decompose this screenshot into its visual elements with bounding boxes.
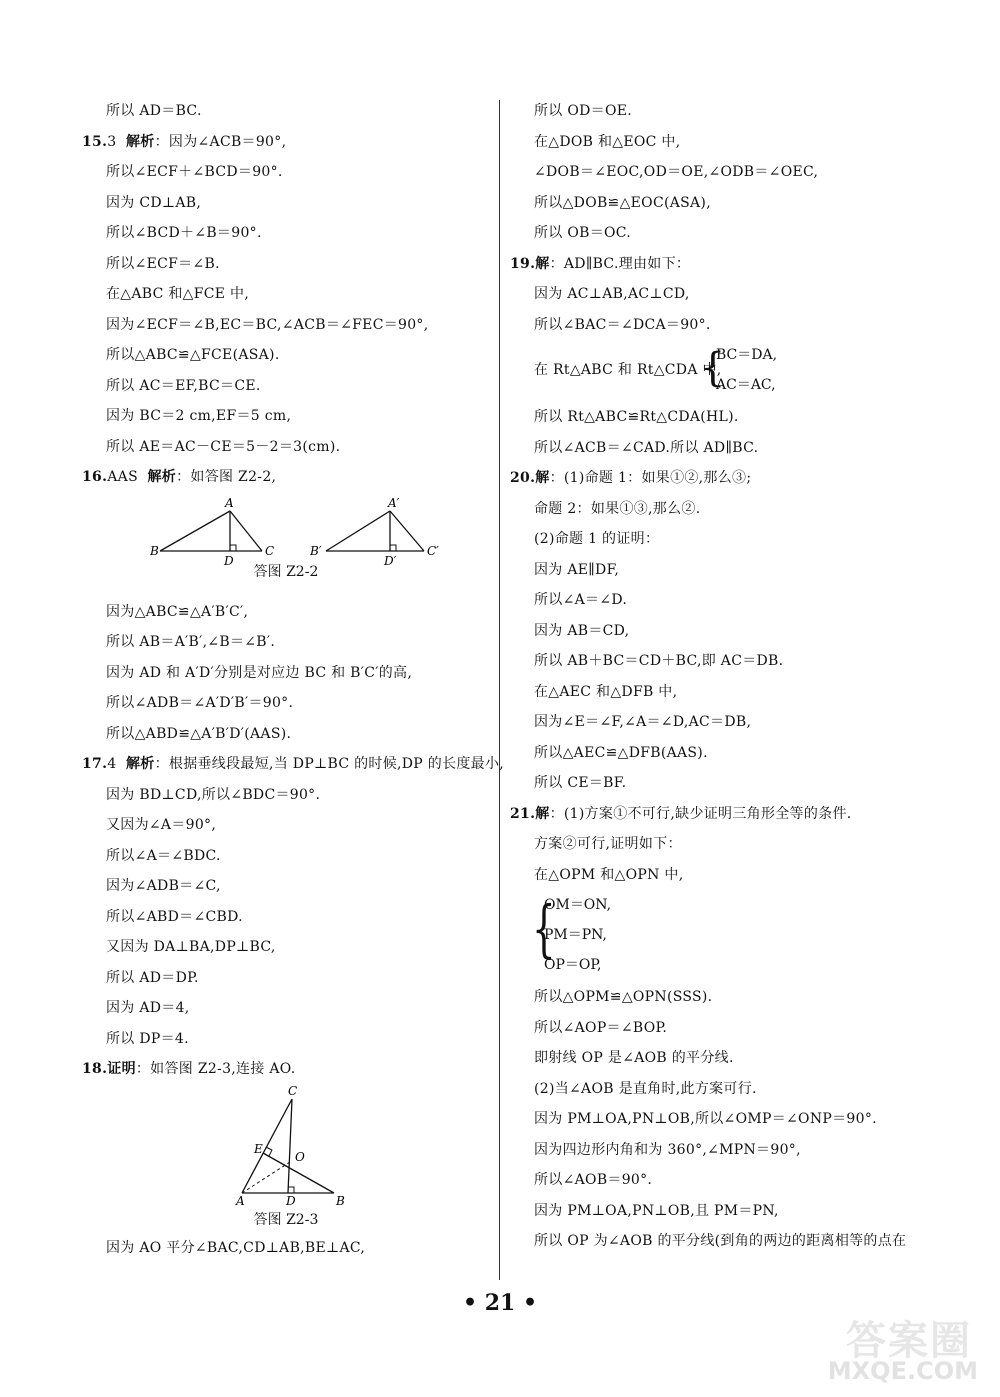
text-line: ：AD∥BC.理由如下： <box>549 255 691 272</box>
solution-keyword: 解 <box>535 470 550 486</box>
solution-keyword: 解 <box>535 255 550 272</box>
question-19-header <box>510 249 980 280</box>
question-20-header <box>510 463 980 494</box>
brace-icon: { <box>700 345 726 391</box>
answer: AAS <box>107 469 138 485</box>
text-line: ：(1)方案①不可行,缺少证明三角形全等的条件. <box>549 805 852 822</box>
text-line: 又因为 DA⊥BA,DP⊥BC, <box>106 939 276 955</box>
text-line: 所以∠ACB＝∠CAD.所以 AD∥BC. <box>534 439 759 456</box>
label-E: E <box>254 1141 263 1156</box>
triangle-diagram-2 <box>82 1085 490 1207</box>
question-number: 17. <box>82 756 108 772</box>
text-line: 因为∠E＝∠F,∠A＝∠D,AC＝DB, <box>534 714 752 730</box>
analysis-keyword: 解析 <box>126 133 155 150</box>
text-line: 所以 OD＝OE. <box>534 103 632 119</box>
label-D-prime: D′ <box>384 553 397 568</box>
text-line: 因为 PM⊥OA,PN⊥OB,且 PM＝PN, <box>534 1202 779 1219</box>
answer: 4 <box>107 756 117 772</box>
system-line: PM＝PN, <box>544 927 607 943</box>
solution-keyword: 解 <box>535 805 550 822</box>
text-line: 所以△AEC≌△DFB(AAS). <box>534 744 708 761</box>
question-18-header <box>82 1054 490 1085</box>
text-line: 命题 2：如果①③,那么②. <box>534 500 701 517</box>
watermark-logo <box>802 1307 982 1387</box>
text-line: 所以∠A＝∠D. <box>534 592 628 608</box>
text-line: 所以△OPM≌△OPN(SSS). <box>534 989 713 1005</box>
system-line: AC＝AC, <box>716 377 776 393</box>
text-line: ：根据垂线段最短,当 DP⊥BC 的时候,DP 的长度最小, <box>154 756 505 772</box>
text-line: 因为 AE∥DF, <box>534 561 620 578</box>
figure-caption: 答图 Z2-3 <box>253 1211 319 1228</box>
watermark-url: MXQE.COM <box>827 1357 978 1385</box>
label-A-prime: A′ <box>388 495 400 510</box>
text-line: 在△OPM 和△OPN 中, <box>534 866 684 883</box>
text-line: 所以△ABD≌△A′B′D′(AAS). <box>106 725 292 742</box>
text-line: 即射线 OP 是∠AOB 的平分线. <box>534 1050 734 1066</box>
equation-system-rt <box>510 340 980 402</box>
text-line: 所以△DOB≌△EOC(ASA), <box>534 194 711 211</box>
text-line: 所以 AB＝A′B′,∠B＝∠B′. <box>106 634 276 650</box>
text-line: 所以∠BAC＝∠DCA＝90°. <box>534 316 711 333</box>
text-line: 所以△ABC≌△FCE(ASA). <box>106 347 280 363</box>
question-number: 16. <box>82 469 108 485</box>
label-D: D <box>286 1193 296 1208</box>
text-line: 所以∠A＝∠BDC. <box>106 847 221 864</box>
text-line: 因为 CD⊥AB, <box>106 194 202 211</box>
label-B-prime: B′ <box>310 543 322 558</box>
label-B: B <box>336 1193 345 1208</box>
text-line: 在△AEC 和△DFB 中, <box>534 683 678 700</box>
text-line: 所以 OB＝OC. <box>534 225 632 241</box>
question-number: 18. <box>82 1061 108 1077</box>
text-line: 因为 AD 和 A′D′分别是对应边 BC 和 B′C′的高, <box>106 664 413 681</box>
text-line: ：(1)命题 1：如果①②,那么③; <box>549 470 752 486</box>
question-number: 21. <box>510 805 536 822</box>
text-line: 因为∠ECF＝∠B,EC＝BC,∠ACB＝∠FEC＝90°, <box>106 316 429 333</box>
text-line: 在 Rt△ABC 和 Rt△CDA 中, <box>534 362 722 378</box>
left-column <box>82 96 505 1263</box>
text-line: (2)当∠AOB 是直角时,此方案可行. <box>534 1080 757 1097</box>
text-line: 所以∠ECF＝∠B. <box>106 255 220 272</box>
text-line: 因为 AD＝4, <box>106 1000 190 1016</box>
text-line: 因为 PM⊥OA,PN⊥OB,所以∠OMP＝∠ONP＝90°. <box>534 1111 877 1127</box>
text-line: ∠DOB＝∠EOC,OD＝OE,∠ODB＝∠OEC, <box>534 164 819 180</box>
text-line: 所以 AD＝DP. <box>106 969 199 986</box>
text-line: 所以∠BCD＋∠B＝90°. <box>106 225 262 241</box>
question-17-header <box>82 749 505 780</box>
text-line: 所以 Rt△ABC≌Rt△CDA(HL). <box>534 409 739 425</box>
question-number: 20. <box>510 470 536 486</box>
label-B: B <box>150 543 159 558</box>
question-number: 15. <box>82 133 108 150</box>
analysis-keyword: 解析 <box>126 756 155 772</box>
label-D: D <box>224 553 234 568</box>
label-A: A <box>236 1193 245 1208</box>
text-line: 所以∠ECF＋∠BCD＝90°. <box>106 164 283 180</box>
figure-z2-3 <box>82 1085 490 1207</box>
brace-icon: { <box>532 892 556 965</box>
system-line: BC＝DA, <box>716 347 778 363</box>
text-line: 因为 AC⊥AB,AC⊥CD, <box>534 286 690 302</box>
text-line: ：如答图 Z2-3,连接 AO. <box>135 1061 296 1077</box>
figure-caption: 答图 Z2-2 <box>253 563 319 580</box>
equation-system-sss <box>510 890 980 982</box>
right-column <box>510 96 980 1257</box>
text-line: 在△DOB 和△EOC 中, <box>534 133 681 150</box>
text-line: ：如答图 Z2-2, <box>176 469 277 485</box>
question-21-header <box>510 799 980 830</box>
label-O: O <box>295 1149 305 1164</box>
text-line: 因为∠ADB＝∠C, <box>106 878 221 894</box>
text-line: 因为 AO 平分∠BAC,CD⊥AB,BE⊥AC, <box>106 1239 366 1256</box>
label-C: C <box>265 543 275 558</box>
system-line: OM＝ON, <box>544 897 612 913</box>
text-line: (2)命题 1 的证明： <box>534 531 660 547</box>
text-line: 因为 BC＝2 cm,EF＝5 cm, <box>106 408 292 424</box>
page-number: • 21 • <box>462 1290 538 1316</box>
watermark-text: 答案圈 <box>846 1317 972 1364</box>
system-line: OP＝OP, <box>544 957 602 973</box>
analysis-keyword: 解析 <box>147 469 177 485</box>
proof-keyword: 证明 <box>107 1061 136 1077</box>
question-15-header <box>82 127 490 158</box>
text-line: 所以∠ADB＝∠A′D′B′＝90°. <box>106 695 294 711</box>
text-line: 因为△ABC≌△A′B′C′, <box>106 603 249 620</box>
figure-z2-2 <box>82 493 490 568</box>
label-C: C <box>288 1083 298 1098</box>
text-line: 所以∠AOP＝∠BOP. <box>534 1019 668 1036</box>
text-line: 因为四边形内角和为 360°,∠MPN＝90°, <box>534 1141 801 1158</box>
text-line: 又因为∠A＝90°, <box>106 817 217 833</box>
text-line: 所以 OP 为∠AOB 的平分线(到角的两边的距离相等的点在 <box>534 1233 907 1249</box>
text-line: 方案②可行,证明如下： <box>534 836 682 852</box>
text-line: 所以 AC＝EF,BC＝CE. <box>106 377 261 394</box>
answer: 3 <box>107 133 117 150</box>
label-A: A <box>225 495 234 510</box>
text-line: 所以 AE＝AC－CE＝5－2＝3(cm). <box>106 438 341 455</box>
text-line: 所以 DP＝4. <box>106 1030 189 1047</box>
column-divider <box>499 100 500 1280</box>
text-line: 所以∠ABD＝∠CBD. <box>106 908 243 925</box>
text-line: 因为 BD⊥CD,所以∠BDC＝90°. <box>106 786 321 803</box>
question-number: 19. <box>510 255 536 272</box>
text-line: 所以 AB＋BC＝CD＋BC,即 AC＝DB. <box>534 653 784 669</box>
text-line: 所以∠AOB＝90°. <box>534 1172 653 1188</box>
text-line: 所以 CE＝BF. <box>534 775 627 791</box>
triangle-diagram <box>82 493 490 568</box>
text-line: 所以 AD＝BC. <box>106 103 202 119</box>
label-C-prime: C′ <box>427 543 439 558</box>
text-line: 因为 AB＝CD, <box>534 622 630 639</box>
text-line: ：因为∠ACB＝90°, <box>154 133 287 150</box>
text-line: 在△ABC 和△FCE 中, <box>106 286 250 302</box>
question-16-header <box>82 462 490 493</box>
